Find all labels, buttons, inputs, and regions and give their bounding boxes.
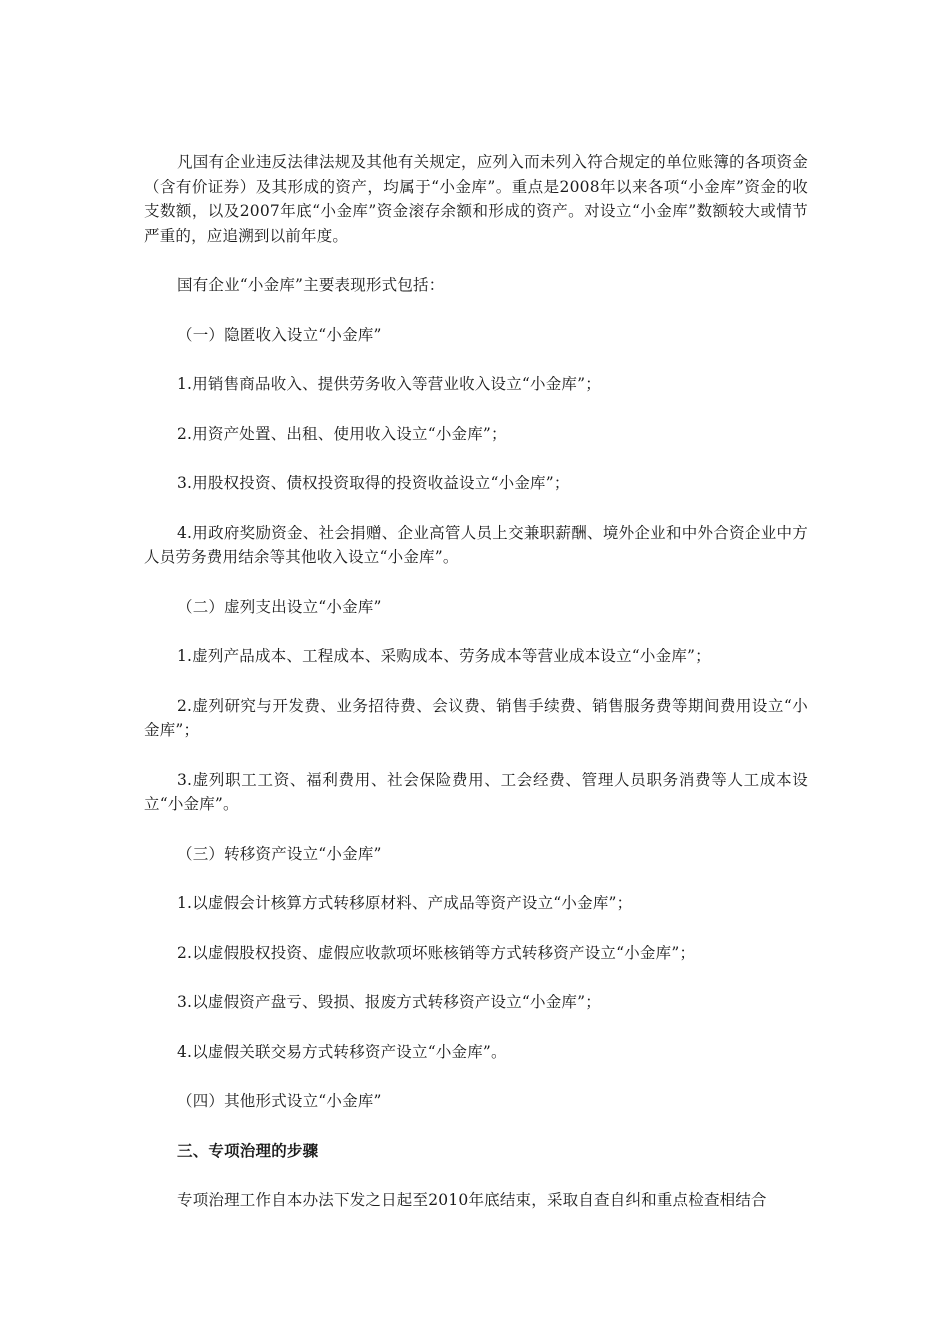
paragraph-definition: 凡国有企业违反法律法规及其他有关规定，应列入而未列入符合规定的单位账簿的各项资金（含有价证券）及其形成的资产，均属于“小金库”。重点是2008年以来各项“小金库”资金的收支数额，以及2007年底“小金库”资金滚存余额和形成的资产。对设立“小金库”数额较大或情节严重的，应追溯到以前年度。 bbox=[144, 153, 808, 245]
subheading-other-forms: （四）其他形式设立“小金库” bbox=[177, 1092, 382, 1110]
paragraph-steps: 专项治理工作自本办法下发之日起至2010年底结束，采取自查自纠和重点检查相结合 bbox=[177, 1191, 767, 1209]
list-item: 4.以虚假关联交易方式转移资产设立“小金库”。 bbox=[177, 1042, 507, 1061]
list-item: 4.用政府奖励资金、社会捐赠、企业高管人员上交兼职薪酬、境外企业和中外合资企业中方人员劳务费用结余等其他收入设立“小金库”。 bbox=[144, 523, 808, 566]
subheading-transfer-assets: （三）转移资产设立“小金库” bbox=[177, 844, 382, 863]
document-page bbox=[144, 150, 808, 1238]
list-item: 3.用股权投资、债权投资取得的投资收益设立“小金库”； bbox=[177, 474, 570, 492]
list-item: 3.以虚假资产盘亏、毁损、报废方式转移资产设立“小金库”； bbox=[177, 993, 601, 1011]
list-item: 2.以虚假股权投资、虚假应收款项坏账核销等方式转移资产设立“小金库”； bbox=[177, 943, 696, 962]
subheading-hidden-income: （一）隐匿收入设立“小金库” bbox=[177, 325, 382, 344]
list-item: 2.虚列研究与开发费、业务招待费、会议费、销售手续费、销售服务费等期间费用设立“小金库”； bbox=[144, 696, 808, 739]
list-item: 3.虚列职工工资、福利费用、社会保险费用、工会经费、管理人员职务消费等人工成本设立“小金库”。 bbox=[144, 770, 808, 813]
paragraph-forms-intro: 国有企业“小金库”主要表现形式包括： bbox=[177, 276, 445, 294]
list-item: 1.虚列产品成本、工程成本、采购成本、劳务成本等营业成本设立“小金库”； bbox=[177, 647, 711, 665]
list-item: 1.以虚假会计核算方式转移原材料、产成品等资产设立“小金库”； bbox=[177, 894, 633, 912]
list-item: 1.用销售商品收入、提供劳务收入等营业收入设立“小金库”； bbox=[177, 375, 601, 393]
subheading-false-expenses: （二）虚列支出设立“小金库” bbox=[177, 597, 382, 616]
list-item: 2.用资产处置、出租、使用收入设立“小金库”； bbox=[177, 424, 507, 443]
section-heading: 三、专项治理的步骤 bbox=[177, 1141, 319, 1160]
